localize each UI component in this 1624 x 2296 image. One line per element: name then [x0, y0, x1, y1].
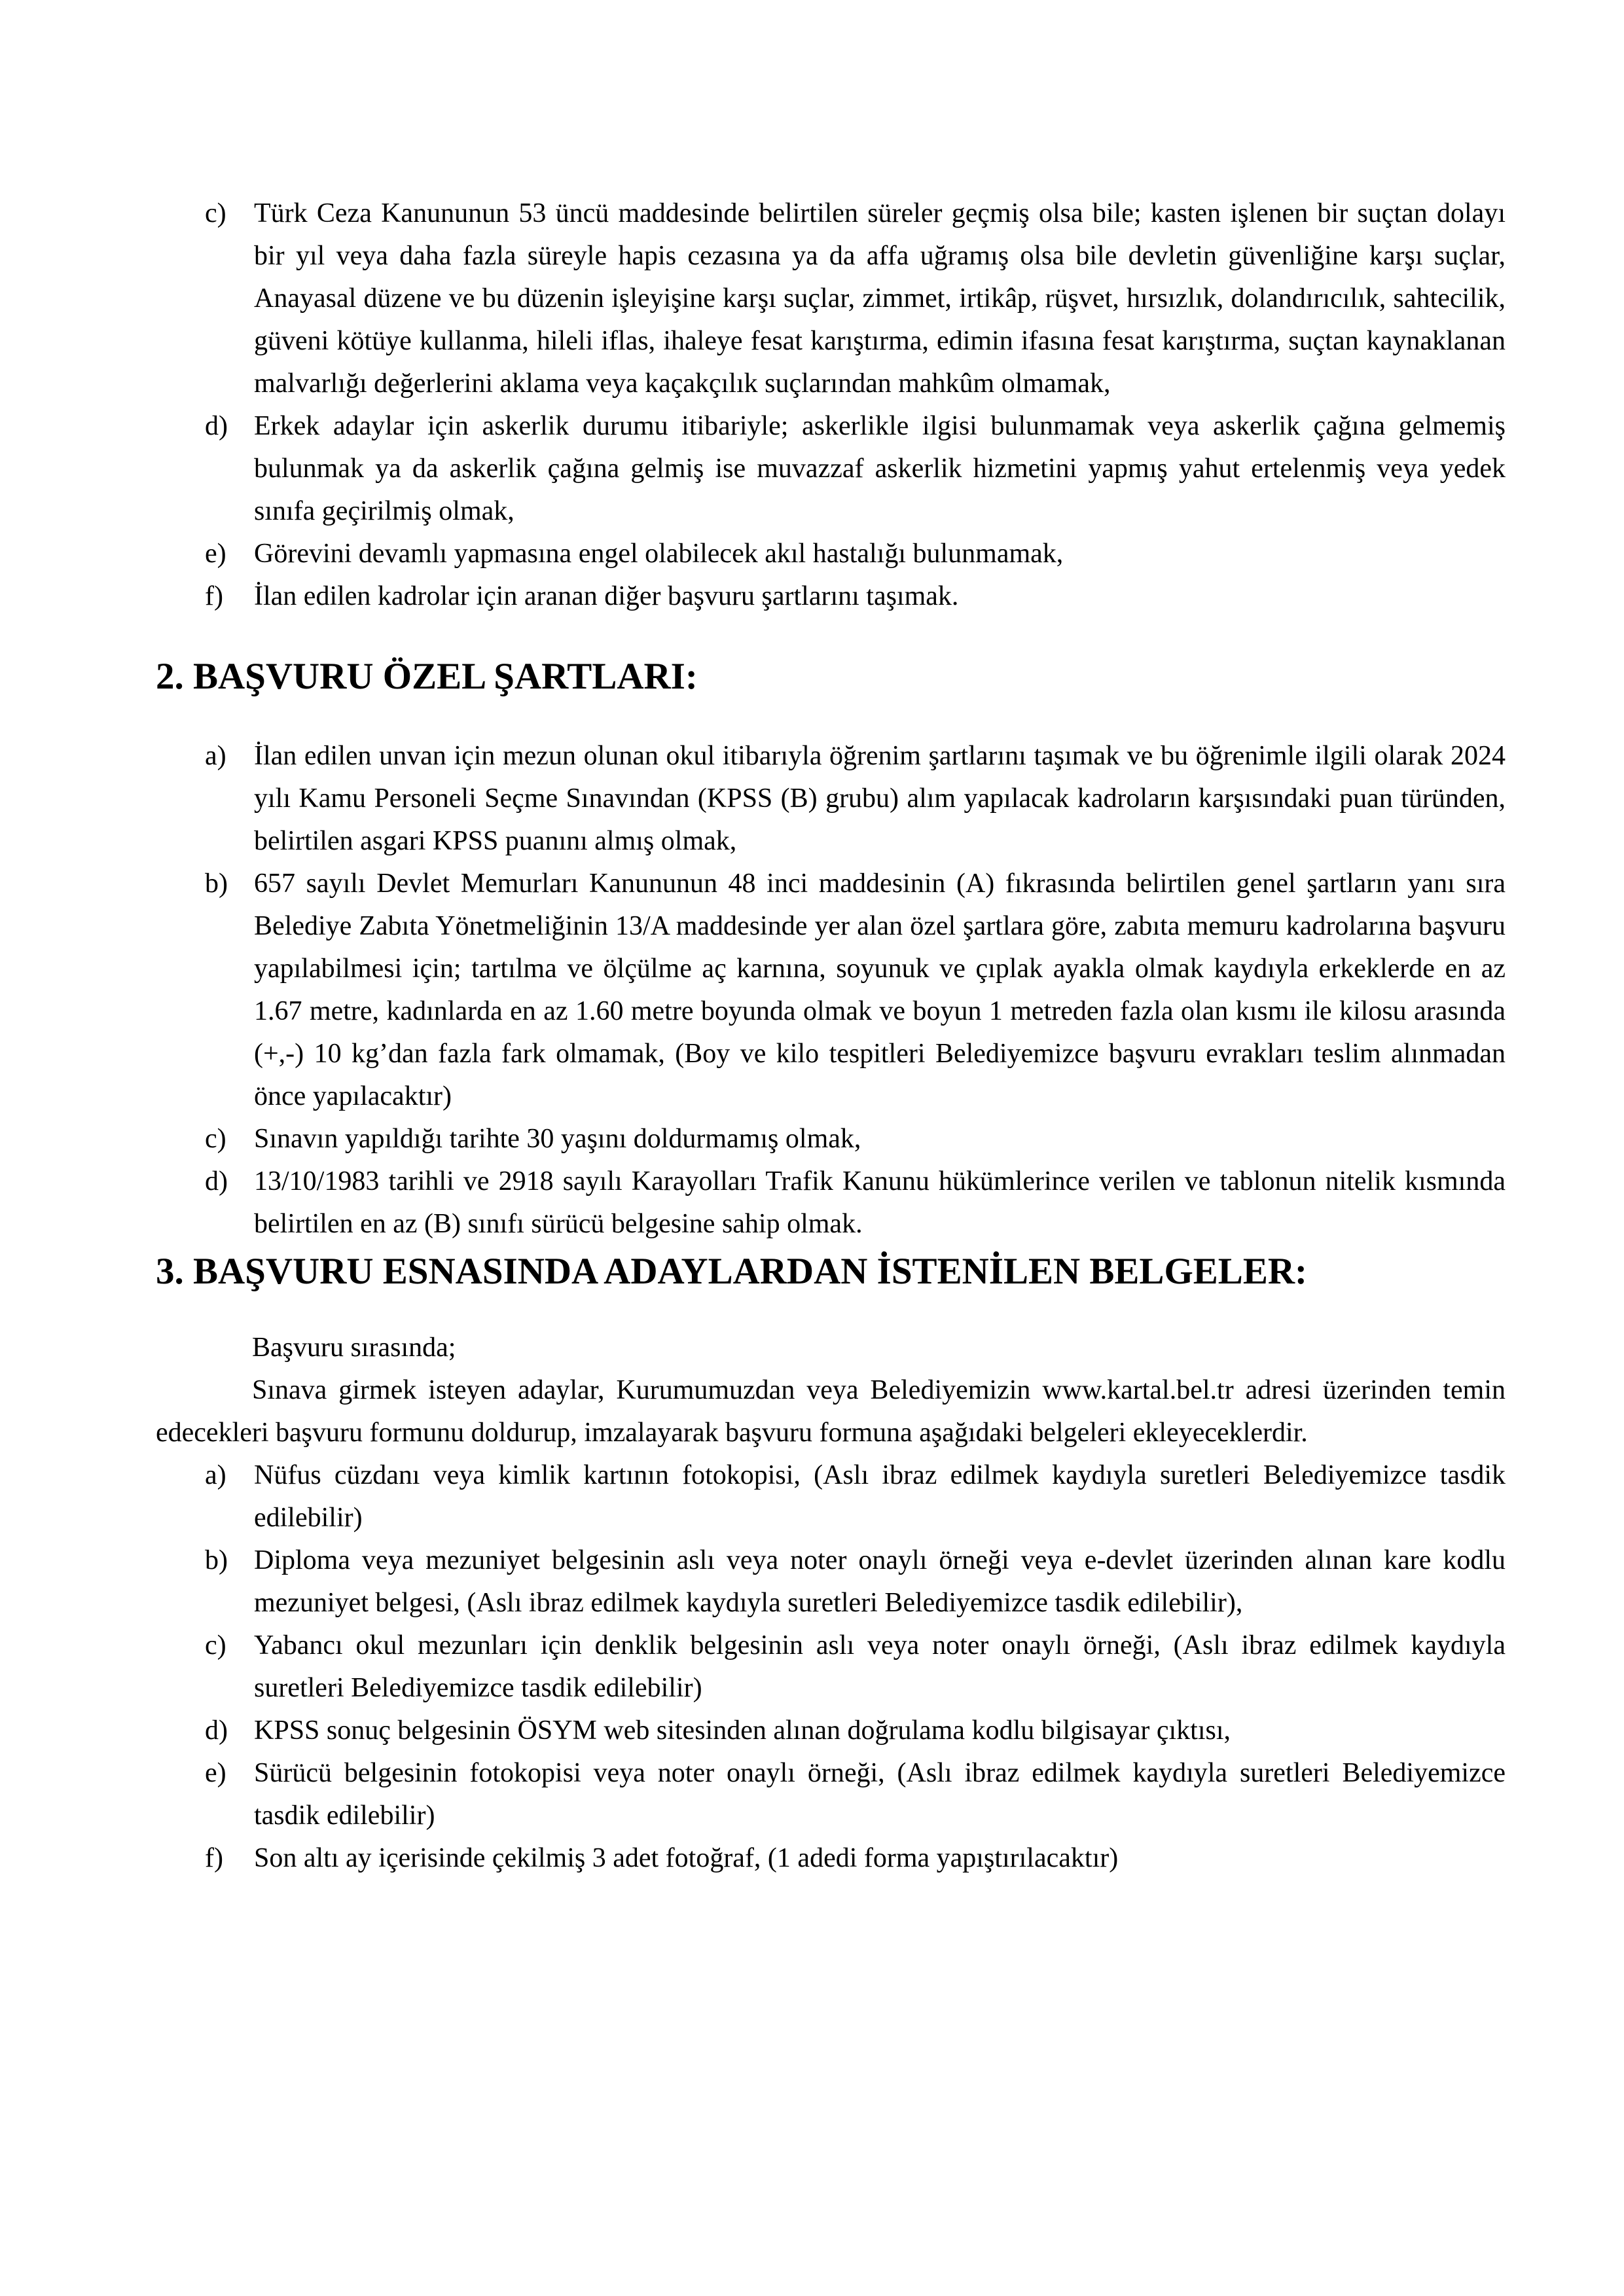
section-2-heading: 2. BAŞVURU ÖZEL ŞARTLARI:: [156, 656, 698, 697]
list-item-text: 657 sayılı Devlet Memurları Kanununun 48 inci maddesinin (A) fıkrasında belirtilen genel şartların yanı sıra Belediye Zabıta Yönetmeliğinin 13/A maddesinde yer alan özel şartlara göre, zabıta memuru kadrolarına başvuru yapılabilmesi için; tartılma ve ölçülme aç karnına, soyunuk ve çıplak ayakla olmak kaydıyla erkeklerde en az 1.67 metre, kadınlarda en az 1.60 metre boyunda olmak ve boyun 1 metreden fazla olan kısmı ile kilosu arasında (+,-) 10 kg’dan fazla fark olmamak, (Boy ve kilo tespitleri Belediyemizce başvuru evrakları teslim alınmadan önce yapılacaktır): [254, 869, 1506, 1111]
list-marker: b): [205, 869, 228, 899]
list-marker: f): [205, 581, 223, 611]
list-marker: e): [205, 1758, 226, 1788]
list-marker: b): [205, 1545, 228, 1575]
list-item-text: Nüfus cüzdanı veya kimlik kartının fotokopisi, (Aslı ibraz edilmek kaydıyla suretleri Belediyemizce tasdik edilebilir): [254, 1460, 1506, 1533]
list-item-general-e: [156, 533, 1506, 575]
document-content: [156, 0, 1506, 1880]
list-item-text: Erkek adaylar için askerlik durumu itibariyle; askerlikle ilgisi bulunmamak veya askerlik çağına gelmemiş bulunmak ya da askerlik çağına gelmiş ise muvazzaf askerlik hizmetini yapmış yahut ertelenmiş veya yedek sınıfa geçirilmiş olmak,: [254, 411, 1506, 526]
list-marker: d): [205, 1715, 228, 1746]
list-item-special-c: [156, 1118, 1506, 1160]
list-item-text: İlan edilen unvan için mezun olunan okul itibarıyla öğrenim şartlarını taşımak ve bu öğrenimle ilgili olarak 2024 yılı Kamu Personeli Seçme Sınavından (KPSS (B) grubu) alım yapılacak kadroların karşısındaki puan türünden, belirtilen asgari KPSS puanını almış olmak,: [254, 741, 1506, 856]
list-marker: a): [205, 741, 226, 771]
application-intro-line: Başvuru sırasında;: [252, 1333, 456, 1363]
list-item-text: İlan edilen kadrolar için aranan diğer başvuru şartlarını taşımak.: [254, 581, 959, 611]
list-item-text: Türk Ceza Kanununun 53 üncü maddesinde belirtilen süreler geçmiş olsa bile; kasten işlenen bir suçtan dolayı bir yıl veya daha fazla süreyle hapis cezasına ya da affa uğramış olsa bile devletin güvenliğine karşı suçlar, Anayasal düzene ve bu düzenin işleyişine karşı suçlar, zimmet, irtikâp, rüşvet, hırsızlık, dolandırıcılık, sahtecilik, güveni kötüye kullanma, hileli iflas, ihaleye fesat karıştırma, edimin ifasına fesat karıştırma, suçtan kaynaklanan malvarlığı değerlerini aklama veya kaçakçılık suçlarından mahkûm olmamak,: [254, 198, 1506, 399]
list-marker: d): [205, 411, 228, 441]
special-conditions-list: [156, 735, 1506, 1246]
list-item-document-c: [156, 1624, 1506, 1710]
list-marker: a): [205, 1460, 226, 1490]
list-item-special-b: [156, 863, 1506, 1118]
list-item-text: KPSS sonuç belgesinin ÖSYM web sitesinden alınan doğrulama kodlu bilgisayar çıktısı,: [254, 1715, 1231, 1746]
list-item-general-f: [156, 575, 1506, 618]
list-marker: c): [205, 198, 226, 228]
list-item-general-c: [156, 192, 1506, 405]
application-instructions-paragraph: Sınava girmek isteyen adaylar, Kurumumuzdan veya Belediyemizin www.kartal.bel.tr adresi üzerinden temin edecekleri başvuru formunu doldurup, imzalayarak başvuru formuna aşağıdaki belgeleri ekleyeceklerdir.: [156, 1375, 1506, 1448]
list-item-document-b: [156, 1539, 1506, 1624]
list-item-special-a: [156, 735, 1506, 863]
list-marker: c): [205, 1630, 226, 1660]
list-item-text: Diploma veya mezuniyet belgesinin aslı veya noter onaylı örneği veya e-devlet üzerinden alınan kare kodlu mezuniyet belgesi, (Aslı ibraz edilmek kaydıyla suretleri Belediyemizce tasdik edilebilir),: [254, 1545, 1506, 1618]
list-item-text: Sınavın yapıldığı tarihte 30 yaşını doldurmamış olmak,: [254, 1124, 861, 1154]
list-marker: f): [205, 1843, 223, 1873]
list-item-document-e: [156, 1752, 1506, 1837]
list-item-text: 13/10/1983 tarihli ve 2918 sayılı Karayolları Trafik Kanunu hükümlerince verilen ve tablonun nitelik kısmında belirtilen en az (B) sınıfı sürücü belgesine sahip olmak.: [254, 1166, 1506, 1239]
list-marker: e): [205, 539, 226, 569]
list-item-document-a: [156, 1454, 1506, 1539]
list-item-special-d: [156, 1160, 1506, 1246]
list-item-document-f: [156, 1837, 1506, 1880]
list-item-text: Yabancı okul mezunları için denklik belgesinin aslı veya noter onaylı örneği, (Aslı ibraz edilmek kaydıyla suretleri Belediyemizce tasdik edilebilir): [254, 1630, 1506, 1703]
general-conditions-list: [156, 192, 1506, 618]
list-marker: d): [205, 1166, 228, 1196]
section-3-heading: 3. BAŞVURU ESNASINDA ADAYLARDAN İSTENİLEN BELGELER:: [156, 1251, 1307, 1292]
list-item-text: Sürücü belgesinin fotokopisi veya noter onaylı örneği, (Aslı ibraz edilmek kaydıyla suretleri Belediyemizce tasdik edilebilir): [254, 1758, 1506, 1831]
list-item-text: Görevini devamlı yapmasına engel olabilecek akıl hastalığı bulunmamak,: [254, 539, 1064, 569]
list-marker: c): [205, 1124, 226, 1154]
list-item-document-d: [156, 1710, 1506, 1752]
list-item-text: Son altı ay içerisinde çekilmiş 3 adet fotoğraf, (1 adedi forma yapıştırılacaktır): [254, 1843, 1119, 1873]
required-documents-list: [156, 1454, 1506, 1880]
list-item-general-d: [156, 405, 1506, 533]
